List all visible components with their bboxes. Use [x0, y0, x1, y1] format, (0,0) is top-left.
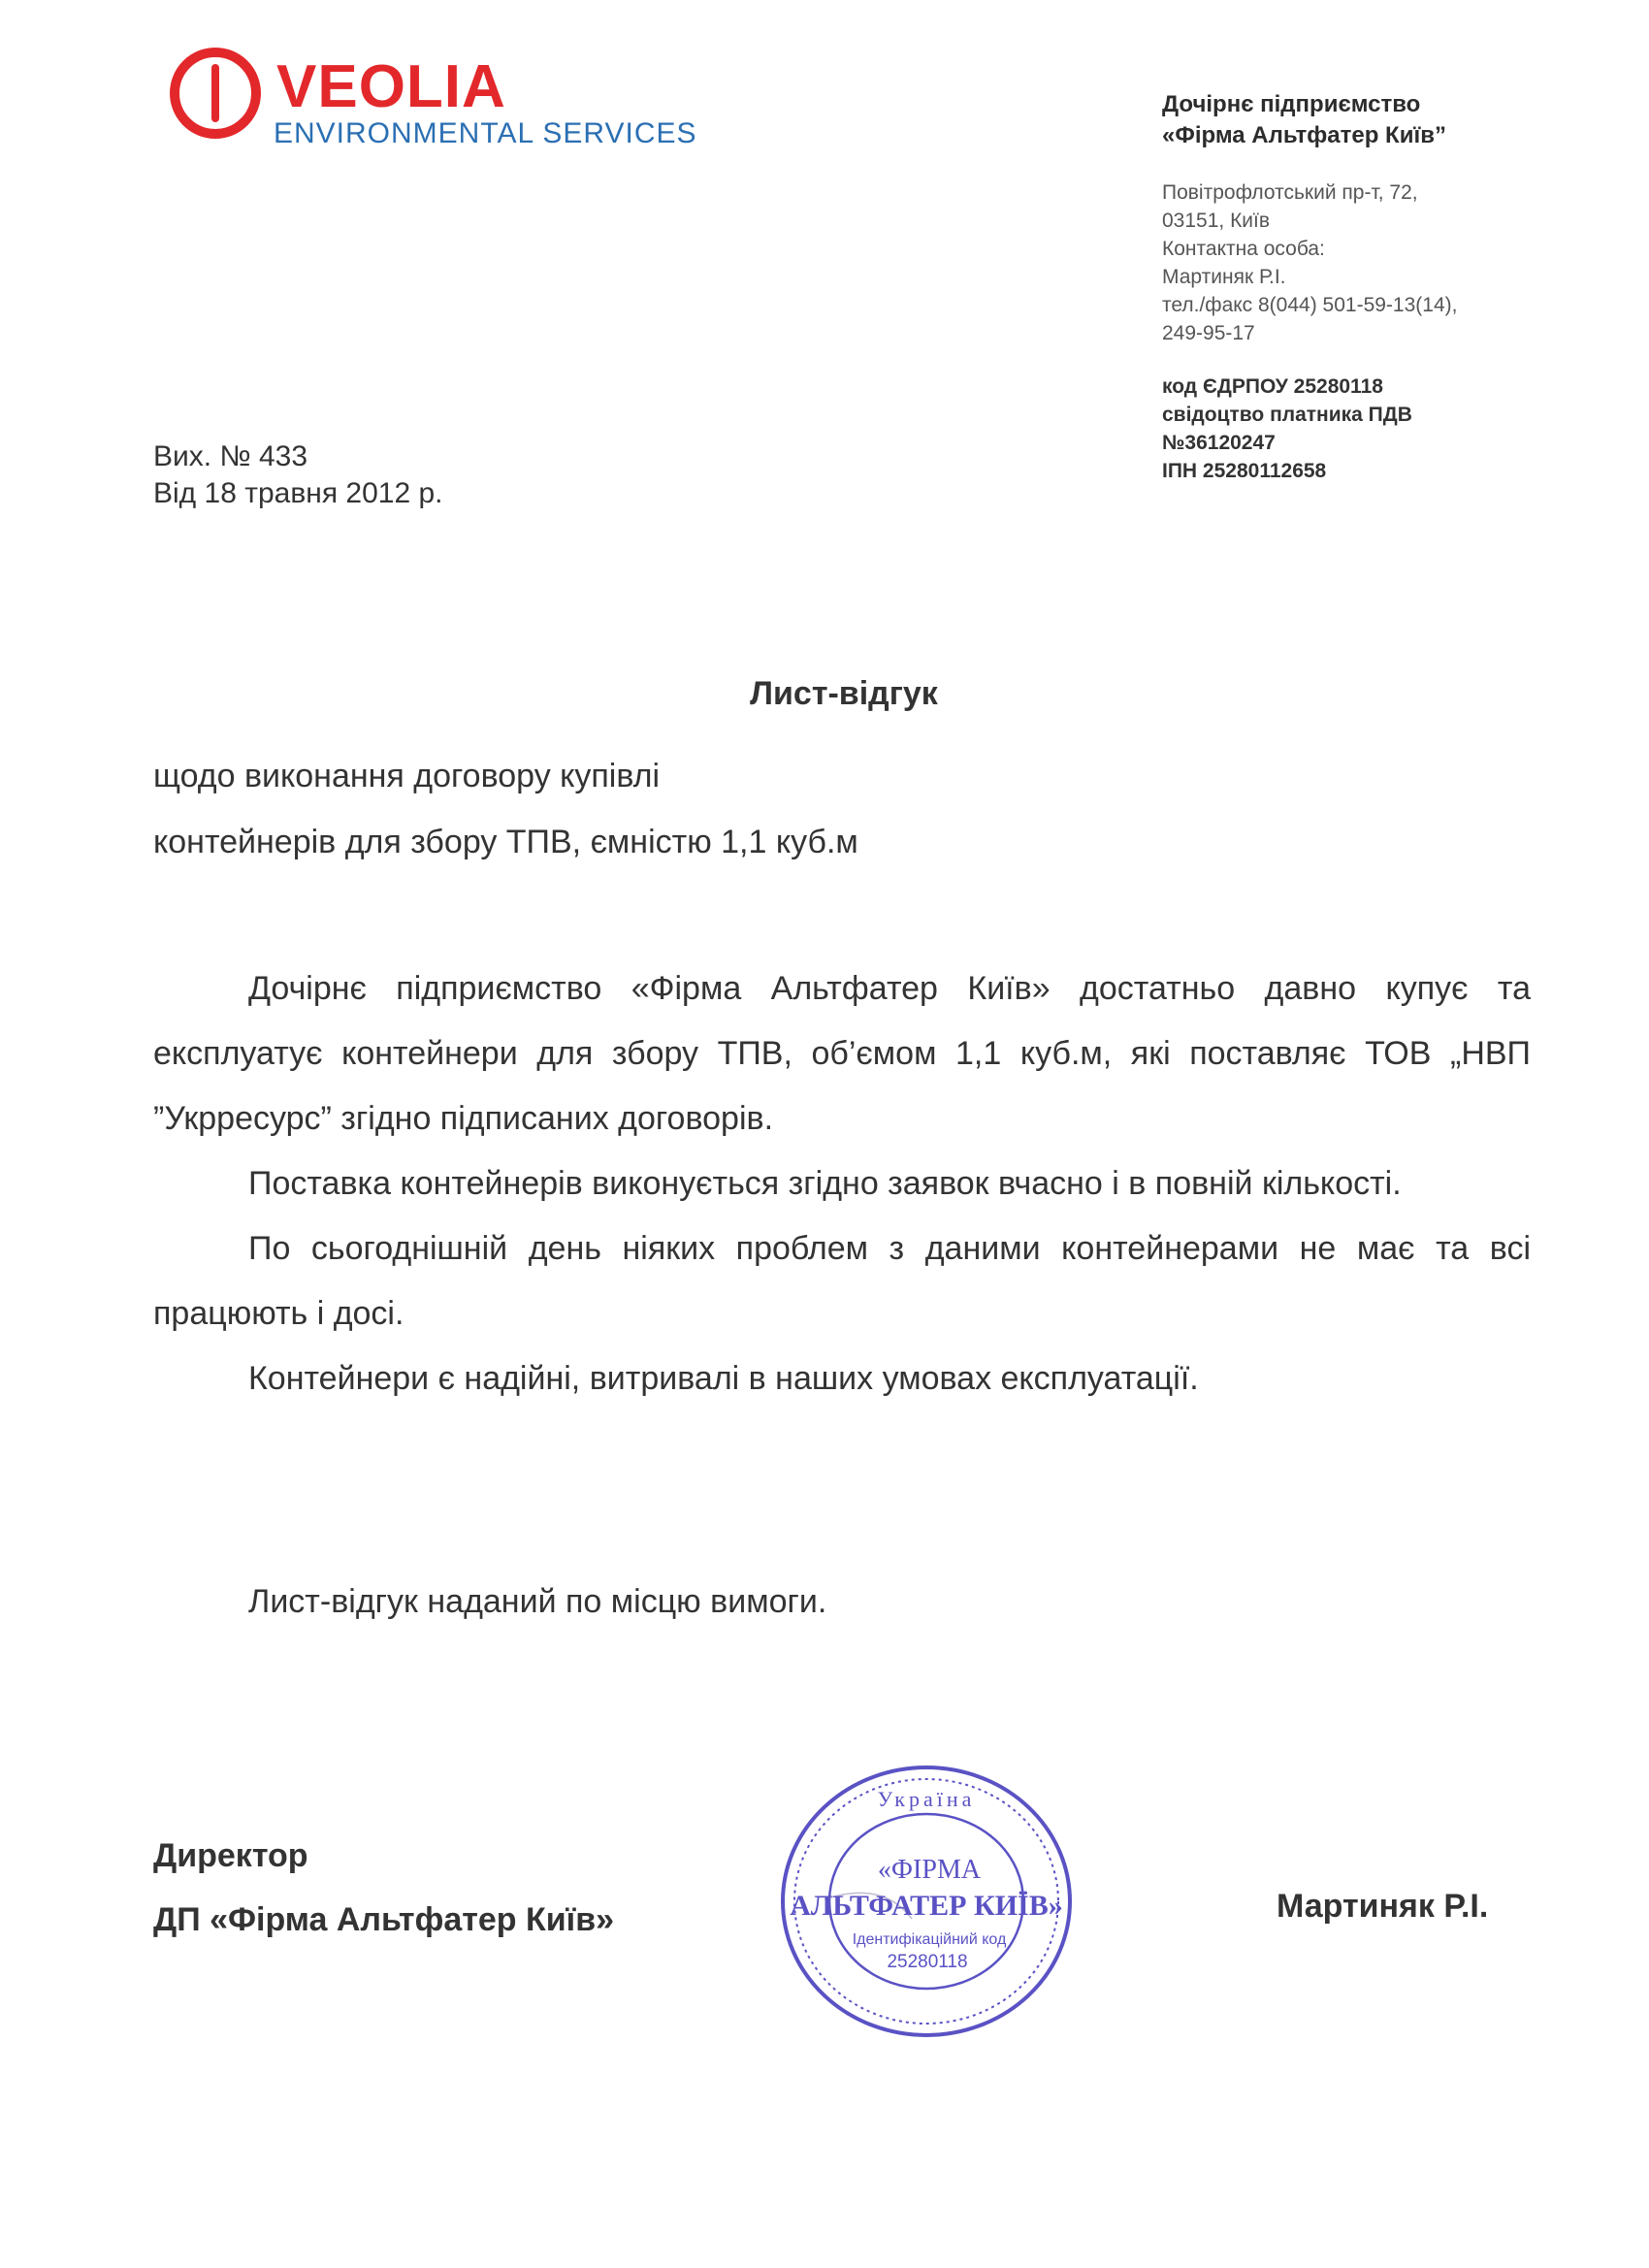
stamp-center-line-2: АЛЬТФАТЕР КИЇВ»	[790, 1890, 1063, 1922]
address-line: Контактна особа:	[1162, 238, 1325, 260]
subject-line-1: щодо виконання договору купівлі	[153, 758, 661, 794]
stamp-seal-icon	[766, 1754, 1086, 2045]
body-paragraph: Дочірнє підприємство «Фірма Альтфатер Київ» достатньо давно купує та експлуатує контейнери для збору ТПВ, об’ємом 1,1 куб.м, які поставляє ТОВ „НВП ”Укрресурс” згідно підписаних договорів.	[153, 970, 1531, 1137]
code-line: свідоцтво платника ПДВ	[1162, 404, 1412, 426]
address-line: 03151, Київ	[1162, 210, 1271, 232]
body-paragraph: По сьогоднішній день ніяких проблем з даними контейнерами не має та всі працюють і досі.	[153, 1230, 1531, 1332]
outgoing-date: Від 18 травня 2012 р.	[153, 477, 443, 509]
outgoing-reference	[153, 438, 443, 512]
letter-closing: Лист-відгук наданий по місцю вимоги.	[248, 1583, 827, 1620]
sender-address	[1162, 178, 1457, 347]
stamp-id-code: 25280118	[887, 1952, 968, 1972]
signatory-position: Директор	[153, 1837, 308, 1874]
signatory-organization: ДП «Фірма Альтфатер Київ»	[153, 1901, 615, 1938]
stamp-id-label: Ідентифікаційний код	[852, 1931, 1007, 1948]
company-stamp	[766, 1754, 1086, 2045]
sender-company	[1162, 89, 1446, 151]
logo-tagline: ENVIRONMENTAL SERVICES	[274, 117, 697, 149]
logo-wordmark: VEOLIA	[276, 53, 506, 120]
signature-block	[153, 1824, 614, 1952]
subject-line-2: контейнерів для збору ТПВ, ємністю 1,1 куб.м	[153, 824, 858, 860]
stamp-top-text: Україна	[877, 1787, 976, 1811]
body-paragraph: Контейнери є надійні, витривалі в наших умовах експлуатації.	[248, 1360, 1199, 1397]
veolia-logo-mark-icon	[165, 39, 272, 146]
code-line: ІПН 25280112658	[1162, 460, 1327, 482]
body-paragraph: Поставка контейнерів виконується згідно заявок вчасно і в повній кількості.	[248, 1165, 1402, 1202]
stamp-center-line-1: «ФІРМА	[877, 1855, 982, 1885]
letter-body	[153, 956, 1531, 1411]
address-line: Повітрофлотський пр-т, 72,	[1162, 181, 1418, 204]
signatory-name: Мартиняк Р.І.	[1277, 1888, 1489, 1925]
sender-codes	[1162, 373, 1412, 485]
company-line-1: Дочірнє підприємство	[1162, 91, 1421, 117]
letter-title: Лист-відгук	[750, 675, 938, 712]
address-line: Мартиняк Р.І.	[1162, 266, 1286, 288]
address-line: тел./факс 8(044) 501-59-13(14),	[1162, 294, 1458, 316]
letter-subject	[153, 743, 858, 875]
code-line: код ЄДРПОУ 25280118	[1162, 375, 1383, 398]
outgoing-number: Вих. № 433	[153, 440, 308, 472]
company-line-2: «Фірма Альтфатер Київ”	[1162, 122, 1446, 148]
code-line: №36120247	[1162, 432, 1276, 454]
address-line: 249-95-17	[1162, 322, 1255, 344]
